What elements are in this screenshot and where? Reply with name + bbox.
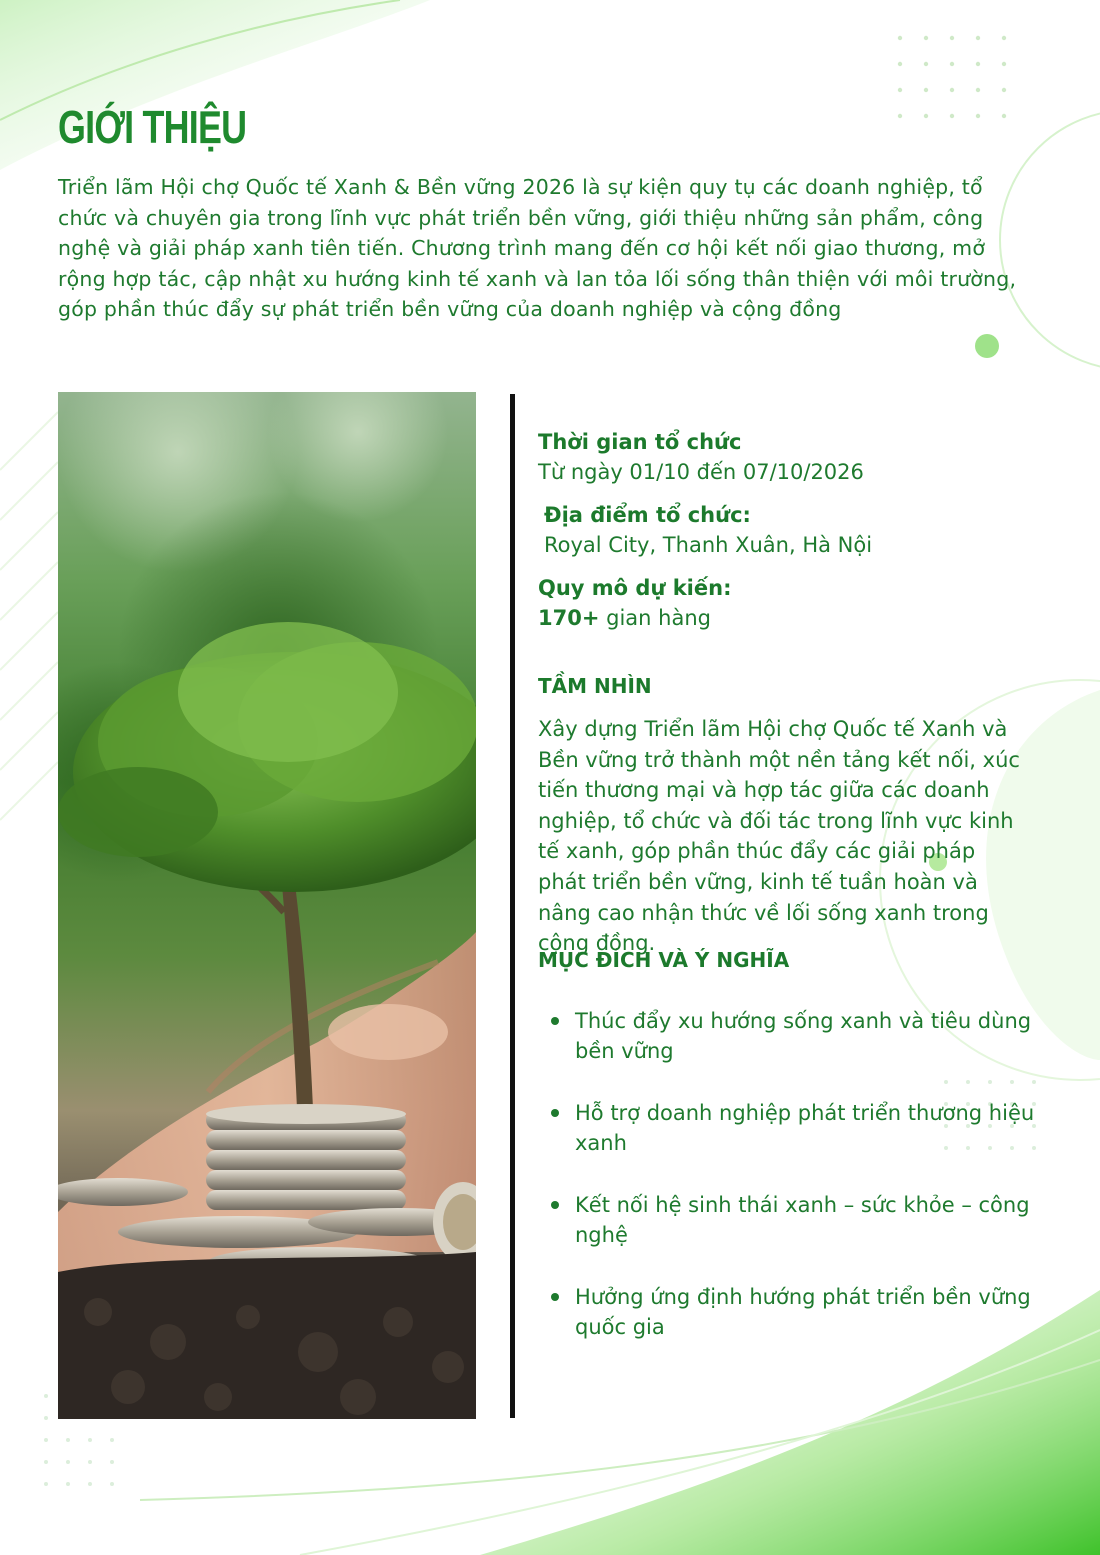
vision-title: TẦM NHÌN (538, 674, 652, 698)
bullet-icon (551, 1017, 559, 1025)
list-item: Hưởng ứng định hướng phát triển bền vững quốc gia (538, 1282, 1038, 1342)
bullet-icon (551, 1293, 559, 1301)
list-item: Hỗ trợ doanh nghiệp phát triển thương hiệu xanh (538, 1098, 1038, 1158)
purpose-title: MỤC ĐÍCH VÀ Ý NGHĨA (538, 948, 790, 972)
bullet-icon (551, 1109, 559, 1117)
list-item: Kết nối hệ sinh thái xanh – sức khỏe – công nghệ (538, 1190, 1038, 1250)
page-title: GIỚI THIỆU (58, 101, 247, 153)
scale-unit: gian hàng (606, 606, 711, 630)
tree-coins-photo (58, 392, 476, 1419)
scale-number: 170+ (538, 606, 600, 630)
time-label: Thời gian tổ chức (538, 430, 742, 454)
list-item: Thúc đẩy xu hướng sống xanh và tiêu dùng bền vững (538, 1006, 1038, 1066)
vertical-divider (510, 394, 515, 1418)
intro-paragraph: Triển lãm Hội chợ Quốc tế Xanh & Bền vững 2026 là sự kiện quy tụ các doanh nghiệp, tổ chức và chuyên gia trong lĩnh vực phát triển bền vững, giới thiệu những sản phẩm, công nghệ và giải pháp xanh tiên tiến. Chương trình mang đến cơ hội kết nối giao thương, mở rộng hợp tác, cập nhật xu hướng kinh tế xanh và lan tỏa lối sống thân thiện với môi trường, góp phần thúc đẩy sự phát triển bền vững của doanh nghiệp và cộng đồng (58, 175, 1017, 321)
bullet-icon (551, 1201, 559, 1209)
venue-label: Địa điểm tổ chức: (544, 503, 751, 527)
vision-text: Xây dựng Triển lãm Hội chợ Quốc tế Xanh và Bền vững trở thành một nền tảng kết nối, xúc tiến thương mại và hợp tác giữa các doanh nghiệp, tổ chức và đối tác trong lĩnh vực kinh tế xanh, góp phần thúc đẩy các giải pháp phát triển bền vững, kinh tế tuần hoàn và nâng cao nhận thức về lối sống xanh trong cộng đồng. (538, 717, 1020, 956)
time-value: Từ ngày 01/10 đến 07/10/2026 (538, 460, 864, 484)
scale-label: Quy mô dự kiến: (538, 576, 732, 600)
scale-value (538, 606, 711, 630)
venue-value: Royal City, Thanh Xuân, Hà Nội (544, 533, 873, 557)
